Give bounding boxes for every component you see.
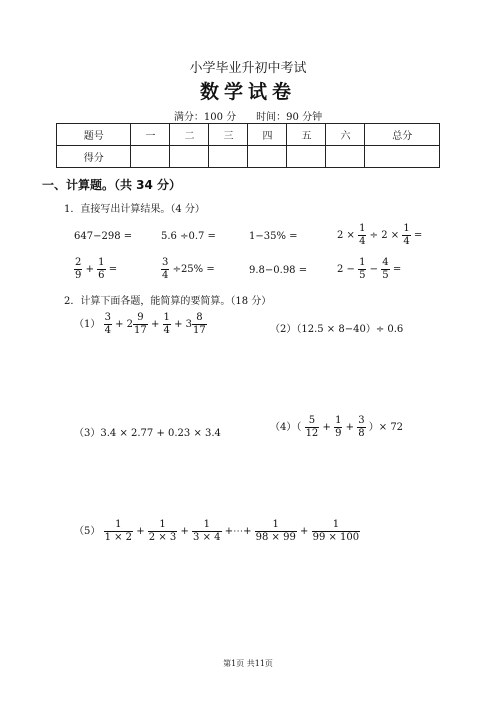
q1-expr-7: 9.8−0.98 = <box>249 265 308 276</box>
fraction: $\frac{9}{17}$ <box>134 312 147 336</box>
q2-problem-1: （1） $\frac{3}{4}$ + 2 $\frac{9}{17}$ + $\frac{1}{4}$ + 3 $\frac{8}{17}$ <box>74 312 206 336</box>
section-1-heading: 一、计算题。（共 34 分） <box>42 178 182 192</box>
q1-expr-8: 2 − $\frac{1}{5}$ − $\frac{4}{5}$ = <box>337 257 402 281</box>
fraction: $\frac{1}{4}$ <box>359 223 366 247</box>
q1-expr-4: 2 × $\frac{1}{4}$ ÷ 2 × $\frac{1}{4}$ = <box>337 223 423 247</box>
fraction: $\frac{1}{4}$ <box>403 223 410 247</box>
fraction: $\frac{1}{3 \times 4}$ <box>193 519 221 543</box>
fraction: $\frac{1}{1 \times 2}$ <box>104 519 133 543</box>
fraction: $\frac{1}{98 \times 99}$ <box>255 519 296 543</box>
q2-problem-3: （3）3.4 × 2.77 + 0.23 × 3.4 <box>74 428 221 439</box>
fraction: $\frac{3}{4}$ <box>104 312 111 336</box>
fraction: $\frac{5}{12}$ <box>305 415 319 439</box>
fraction: $\frac{3}{4}$ <box>162 257 169 281</box>
question-1-title: 1．直接写出计算结果。（4 分） <box>64 204 205 215</box>
score-cell: 六 <box>326 124 365 146</box>
exam-meta: 满分：100 分 时间：90 分钟 <box>173 112 323 123</box>
score-table <box>56 123 440 168</box>
fraction: $\frac{4}{5}$ <box>382 257 389 281</box>
fraction: $\frac{1}{4}$ <box>163 312 170 336</box>
exam-subtitle: 小学毕业升初中考试 <box>189 61 307 76</box>
fraction: $\frac{3}{8}$ <box>358 415 365 439</box>
fraction: $\frac{1}{6}$ <box>98 257 105 281</box>
fraction: $\frac{1}{2 \times 3}$ <box>148 519 177 543</box>
score-cell: 题号 <box>57 124 131 146</box>
score-table-score-row <box>57 146 440 168</box>
score-input-cell[interactable] <box>248 146 287 168</box>
score-cell: 一 <box>131 124 170 146</box>
score-cell: 五 <box>287 124 326 146</box>
score-row-label: 得分 <box>57 146 131 168</box>
score-table-header-row <box>57 124 440 146</box>
page-footer: 第1页 共11页 <box>223 659 273 668</box>
score-input-cell[interactable] <box>365 146 440 168</box>
score-input-cell[interactable] <box>131 146 170 168</box>
q1-expr-1: 647−298 = <box>74 231 133 242</box>
q2-problem-5: （5） $\frac{1}{1 \times 2}$ + $\frac{1}{2 \times 3}$ + $\frac{1}{3 \times 4}$ +⋯+ $\frac{1}{98 \times 99}$ + $\frac{1}{99 \times 100}$ <box>74 519 360 543</box>
fraction: $\frac{1}{5}$ <box>359 257 366 281</box>
fraction: $\frac{2}{9}$ <box>75 257 82 281</box>
score-input-cell[interactable] <box>287 146 326 168</box>
score-input-cell[interactable] <box>326 146 365 168</box>
score-cell: 总分 <box>365 124 440 146</box>
score-cell: 四 <box>248 124 287 146</box>
question-2-title: 2．计算下面各题，能简算的要简算。（18 分） <box>64 296 272 307</box>
fraction: $\frac{1}{9}$ <box>335 415 342 439</box>
fraction: $\frac{1}{99 \times 100}$ <box>312 519 360 543</box>
q1-expr-3: 1−35% = <box>249 231 298 242</box>
score-cell: 二 <box>170 124 209 146</box>
q1-expr-2: 5.6 ÷0.7 = <box>161 231 216 242</box>
fraction: $\frac{8}{17}$ <box>193 312 206 336</box>
score-cell: 三 <box>209 124 248 146</box>
q2-problem-4: （4）（ $\frac{5}{12}$ + $\frac{1}{9}$ + $\frac{3}{8}$ ）× 72 <box>270 415 404 439</box>
q1-expr-5: $\frac{2}{9}$ + $\frac{1}{6}$ = <box>75 257 118 281</box>
q2-problem-2: （2）（12.5 × 8−40）÷ 0.6 <box>270 324 404 335</box>
q1-expr-6: $\frac{3}{4}$ ÷25% = <box>162 257 215 281</box>
score-input-cell[interactable] <box>209 146 248 168</box>
exam-title: 数学试卷 <box>199 81 296 103</box>
score-input-cell[interactable] <box>170 146 209 168</box>
